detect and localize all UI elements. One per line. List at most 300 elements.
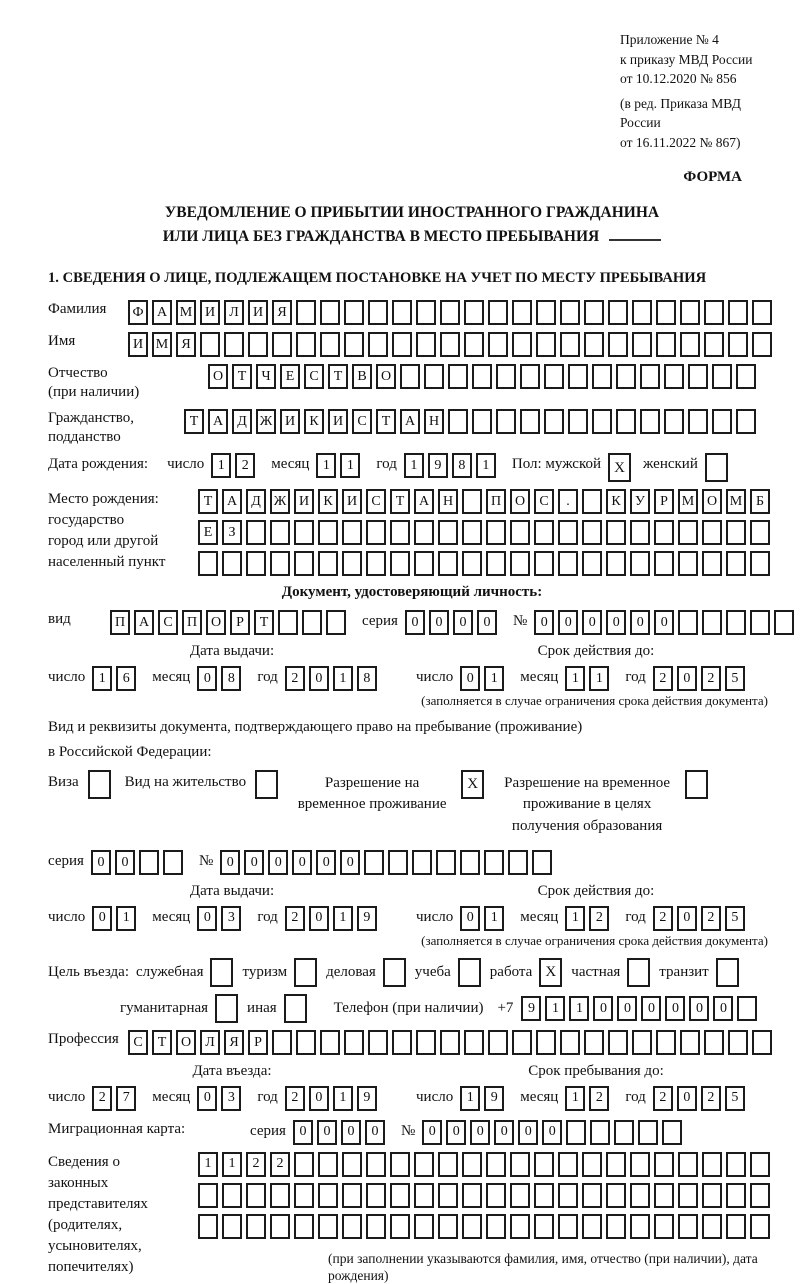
- char-box[interactable]: И: [128, 332, 148, 357]
- doc-kind-boxes[interactable]: [110, 610, 350, 635]
- char-box[interactable]: М: [678, 489, 698, 514]
- char-box[interactable]: [520, 409, 540, 434]
- char-box[interactable]: Т: [254, 610, 274, 635]
- char-box[interactable]: [774, 610, 794, 635]
- char-box[interactable]: [294, 551, 314, 576]
- entry-year-boxes[interactable]: [285, 1086, 381, 1111]
- char-box[interactable]: [462, 1152, 482, 1177]
- char-box[interactable]: 0: [558, 610, 578, 635]
- char-box[interactable]: 3: [221, 906, 241, 931]
- char-box[interactable]: К: [318, 489, 338, 514]
- char-box[interactable]: 0: [606, 610, 626, 635]
- char-box[interactable]: [414, 1214, 434, 1239]
- char-box[interactable]: [344, 332, 364, 357]
- char-box[interactable]: 8: [357, 666, 377, 691]
- stay-month-boxes[interactable]: [565, 1086, 613, 1111]
- char-box[interactable]: 2: [701, 666, 721, 691]
- char-box[interactable]: [270, 551, 290, 576]
- char-box[interactable]: А: [414, 489, 434, 514]
- char-box[interactable]: [726, 1152, 746, 1177]
- char-box[interactable]: 0: [341, 1120, 361, 1145]
- char-box[interactable]: [318, 520, 338, 545]
- char-box[interactable]: [592, 409, 612, 434]
- char-box[interactable]: А: [400, 409, 420, 434]
- char-box[interactable]: И: [294, 489, 314, 514]
- char-box[interactable]: [560, 332, 580, 357]
- char-box[interactable]: [464, 300, 484, 325]
- char-box[interactable]: А: [152, 300, 172, 325]
- char-box[interactable]: [558, 551, 578, 576]
- char-box[interactable]: [752, 332, 772, 357]
- char-box[interactable]: 7: [116, 1086, 136, 1111]
- representatives-boxes-row3[interactable]: [198, 1214, 776, 1239]
- char-box[interactable]: 0: [677, 666, 697, 691]
- char-box[interactable]: [510, 1183, 530, 1208]
- char-box[interactable]: 0: [470, 1120, 490, 1145]
- res-valid-year-boxes[interactable]: [653, 906, 749, 931]
- char-box[interactable]: [342, 1152, 362, 1177]
- char-box[interactable]: 0: [220, 850, 240, 875]
- char-box[interactable]: [702, 610, 722, 635]
- char-box[interactable]: Ч: [256, 364, 276, 389]
- char-box[interactable]: П: [486, 489, 506, 514]
- char-box[interactable]: И: [248, 300, 268, 325]
- char-box[interactable]: [584, 1030, 604, 1055]
- char-box[interactable]: [608, 300, 628, 325]
- char-box[interactable]: [702, 551, 722, 576]
- char-box[interactable]: [414, 551, 434, 576]
- char-box[interactable]: [616, 409, 636, 434]
- char-box[interactable]: 1: [222, 1152, 242, 1177]
- char-box[interactable]: [544, 409, 564, 434]
- char-box[interactable]: [568, 409, 588, 434]
- char-box[interactable]: [460, 850, 480, 875]
- char-box[interactable]: 1: [476, 453, 496, 478]
- char-box[interactable]: 1: [333, 906, 353, 931]
- char-box[interactable]: [532, 850, 552, 875]
- char-box[interactable]: Т: [390, 489, 410, 514]
- residence-series-boxes[interactable]: [91, 850, 187, 875]
- char-box[interactable]: [510, 551, 530, 576]
- char-box[interactable]: [496, 409, 516, 434]
- char-box[interactable]: [560, 300, 580, 325]
- char-box[interactable]: [344, 1030, 364, 1055]
- char-box[interactable]: [704, 300, 724, 325]
- char-box[interactable]: [582, 551, 602, 576]
- char-box[interactable]: [366, 1152, 386, 1177]
- char-box[interactable]: [582, 1183, 602, 1208]
- char-box[interactable]: [664, 409, 684, 434]
- char-box[interactable]: 5: [725, 1086, 745, 1111]
- char-box[interactable]: [656, 332, 676, 357]
- char-box[interactable]: [390, 520, 410, 545]
- temp-residence-checkbox[interactable]: X: [461, 770, 484, 799]
- char-box[interactable]: И: [342, 489, 362, 514]
- char-box[interactable]: П: [110, 610, 130, 635]
- char-box[interactable]: О: [702, 489, 722, 514]
- char-box[interactable]: [520, 364, 540, 389]
- char-box[interactable]: [678, 551, 698, 576]
- patronymic-boxes[interactable]: [208, 364, 760, 389]
- migration-series-boxes[interactable]: [293, 1120, 389, 1145]
- char-box[interactable]: И: [280, 409, 300, 434]
- char-box[interactable]: [344, 300, 364, 325]
- char-box[interactable]: 1: [211, 453, 231, 478]
- char-box[interactable]: 0: [197, 1086, 217, 1111]
- temp-residence-edu-checkbox[interactable]: [685, 770, 708, 799]
- char-box[interactable]: [390, 1152, 410, 1177]
- char-box[interactable]: 9: [357, 1086, 377, 1111]
- char-box[interactable]: [464, 1030, 484, 1055]
- char-box[interactable]: [320, 300, 340, 325]
- res-valid-day-boxes[interactable]: [460, 906, 508, 931]
- char-box[interactable]: [702, 1214, 722, 1239]
- char-box[interactable]: [486, 520, 506, 545]
- char-box[interactable]: [366, 1183, 386, 1208]
- char-box[interactable]: С: [158, 610, 178, 635]
- char-box[interactable]: 0: [429, 610, 449, 635]
- char-box[interactable]: 0: [630, 610, 650, 635]
- char-box[interactable]: [736, 364, 756, 389]
- char-box[interactable]: [414, 1152, 434, 1177]
- char-box[interactable]: [326, 610, 346, 635]
- char-box[interactable]: [702, 1152, 722, 1177]
- char-box[interactable]: [536, 300, 556, 325]
- char-box[interactable]: [560, 1030, 580, 1055]
- char-box[interactable]: [536, 1030, 556, 1055]
- char-box[interactable]: 8: [221, 666, 241, 691]
- char-box[interactable]: Т: [198, 489, 218, 514]
- char-box[interactable]: 9: [357, 906, 377, 931]
- char-box[interactable]: 0: [534, 610, 554, 635]
- char-box[interactable]: [630, 1183, 650, 1208]
- char-box[interactable]: [678, 610, 698, 635]
- char-box[interactable]: Я: [272, 300, 292, 325]
- purpose-official-checkbox[interactable]: [210, 958, 233, 987]
- char-box[interactable]: [270, 1183, 290, 1208]
- char-box[interactable]: [296, 1030, 316, 1055]
- char-box[interactable]: [438, 551, 458, 576]
- char-box[interactable]: [662, 1120, 682, 1145]
- char-box[interactable]: К: [304, 409, 324, 434]
- char-box[interactable]: Т: [376, 409, 396, 434]
- char-box[interactable]: [606, 1214, 626, 1239]
- char-box[interactable]: [392, 1030, 412, 1055]
- char-box[interactable]: [488, 1030, 508, 1055]
- valid-day-boxes[interactable]: [460, 666, 508, 691]
- char-box[interactable]: [416, 332, 436, 357]
- char-box[interactable]: [390, 551, 410, 576]
- char-box[interactable]: 0: [91, 850, 111, 875]
- char-box[interactable]: 2: [246, 1152, 266, 1177]
- char-box[interactable]: [366, 551, 386, 576]
- char-box[interactable]: 1: [569, 996, 589, 1021]
- char-box[interactable]: 0: [316, 850, 336, 875]
- char-box[interactable]: [486, 551, 506, 576]
- char-box[interactable]: С: [534, 489, 554, 514]
- stay-day-boxes[interactable]: [460, 1086, 508, 1111]
- char-box[interactable]: [584, 332, 604, 357]
- char-box[interactable]: Д: [246, 489, 266, 514]
- char-box[interactable]: [656, 1030, 676, 1055]
- char-box[interactable]: [246, 520, 266, 545]
- residence-number-boxes[interactable]: [220, 850, 556, 875]
- char-box[interactable]: [680, 332, 700, 357]
- char-box[interactable]: [486, 1214, 506, 1239]
- char-box[interactable]: Т: [184, 409, 204, 434]
- char-box[interactable]: 1: [92, 666, 112, 691]
- char-box[interactable]: [272, 1030, 292, 1055]
- char-box[interactable]: [534, 551, 554, 576]
- char-box[interactable]: 9: [521, 996, 541, 1021]
- char-box[interactable]: [566, 1120, 586, 1145]
- sex-female-checkbox[interactable]: [705, 453, 728, 482]
- visa-checkbox[interactable]: [88, 770, 111, 799]
- char-box[interactable]: [736, 409, 756, 434]
- char-box[interactable]: [488, 300, 508, 325]
- char-box[interactable]: [366, 1214, 386, 1239]
- char-box[interactable]: [438, 520, 458, 545]
- char-box[interactable]: [222, 551, 242, 576]
- char-box[interactable]: [414, 520, 434, 545]
- char-box[interactable]: [462, 1183, 482, 1208]
- char-box[interactable]: [438, 1214, 458, 1239]
- doc-series-boxes[interactable]: [405, 610, 501, 635]
- purpose-work-checkbox[interactable]: X: [539, 958, 562, 987]
- char-box[interactable]: [438, 1152, 458, 1177]
- char-box[interactable]: [750, 1183, 770, 1208]
- char-box[interactable]: 0: [446, 1120, 466, 1145]
- char-box[interactable]: 9: [484, 1086, 504, 1111]
- char-box[interactable]: М: [152, 332, 172, 357]
- char-box[interactable]: Т: [232, 364, 252, 389]
- char-box[interactable]: [222, 1214, 242, 1239]
- issue-day-boxes[interactable]: [92, 666, 140, 691]
- char-box[interactable]: [712, 409, 732, 434]
- birth-month-boxes[interactable]: [316, 453, 364, 478]
- char-box[interactable]: [534, 520, 554, 545]
- char-box[interactable]: [436, 850, 456, 875]
- char-box[interactable]: [592, 364, 612, 389]
- char-box[interactable]: О: [176, 1030, 196, 1055]
- char-box[interactable]: 0: [689, 996, 709, 1021]
- char-box[interactable]: О: [510, 489, 530, 514]
- char-box[interactable]: 1: [484, 666, 504, 691]
- representatives-boxes-row2[interactable]: [198, 1183, 776, 1208]
- char-box[interactable]: [614, 1120, 634, 1145]
- char-box[interactable]: [342, 1183, 362, 1208]
- char-box[interactable]: Л: [224, 300, 244, 325]
- char-box[interactable]: 1: [316, 453, 336, 478]
- char-box[interactable]: [368, 300, 388, 325]
- char-box[interactable]: 1: [333, 666, 353, 691]
- char-box[interactable]: 0: [293, 1120, 313, 1145]
- char-box[interactable]: 2: [653, 1086, 673, 1111]
- char-box[interactable]: Л: [200, 1030, 220, 1055]
- purpose-other-checkbox[interactable]: [284, 994, 307, 1023]
- char-box[interactable]: 0: [453, 610, 473, 635]
- char-box[interactable]: [462, 489, 482, 514]
- char-box[interactable]: 0: [518, 1120, 538, 1145]
- firstname-boxes[interactable]: [128, 332, 776, 357]
- char-box[interactable]: [606, 1183, 626, 1208]
- char-box[interactable]: [512, 300, 532, 325]
- char-box[interactable]: 0: [582, 610, 602, 635]
- char-box[interactable]: И: [328, 409, 348, 434]
- char-box[interactable]: [558, 1183, 578, 1208]
- char-box[interactable]: Т: [152, 1030, 172, 1055]
- char-box[interactable]: [486, 1183, 506, 1208]
- char-box[interactable]: [630, 1152, 650, 1177]
- char-box[interactable]: [510, 520, 530, 545]
- char-box[interactable]: 1: [333, 1086, 353, 1111]
- char-box[interactable]: [200, 332, 220, 357]
- char-box[interactable]: [510, 1152, 530, 1177]
- char-box[interactable]: 1: [589, 666, 609, 691]
- char-box[interactable]: Т: [328, 364, 348, 389]
- char-box[interactable]: [726, 1183, 746, 1208]
- char-box[interactable]: 1: [565, 666, 585, 691]
- char-box[interactable]: [416, 300, 436, 325]
- char-box[interactable]: [272, 332, 292, 357]
- char-box[interactable]: [246, 1214, 266, 1239]
- char-box[interactable]: [472, 364, 492, 389]
- char-box[interactable]: 2: [701, 1086, 721, 1111]
- char-box[interactable]: 0: [197, 666, 217, 691]
- char-box[interactable]: 0: [309, 666, 329, 691]
- char-box[interactable]: 1: [460, 1086, 480, 1111]
- char-box[interactable]: 0: [309, 1086, 329, 1111]
- char-box[interactable]: [632, 1030, 652, 1055]
- char-box[interactable]: [654, 520, 674, 545]
- char-box[interactable]: [438, 1183, 458, 1208]
- char-box[interactable]: 1: [565, 906, 585, 931]
- char-box[interactable]: 0: [617, 996, 637, 1021]
- char-box[interactable]: [342, 520, 362, 545]
- char-box[interactable]: Я: [224, 1030, 244, 1055]
- char-box[interactable]: 5: [725, 906, 745, 931]
- char-box[interactable]: [726, 610, 746, 635]
- char-box[interactable]: [702, 520, 722, 545]
- char-box[interactable]: 0: [460, 666, 480, 691]
- char-box[interactable]: 1: [565, 1086, 585, 1111]
- char-box[interactable]: [750, 520, 770, 545]
- char-box[interactable]: 1: [404, 453, 424, 478]
- char-box[interactable]: 2: [653, 906, 673, 931]
- char-box[interactable]: [296, 332, 316, 357]
- char-box[interactable]: [198, 1183, 218, 1208]
- stay-year-boxes[interactable]: [653, 1086, 749, 1111]
- char-box[interactable]: Е: [280, 364, 300, 389]
- char-box[interactable]: [248, 332, 268, 357]
- char-box[interactable]: [342, 551, 362, 576]
- char-box[interactable]: [704, 1030, 724, 1055]
- char-box[interactable]: 0: [593, 996, 613, 1021]
- char-box[interactable]: 8: [452, 453, 472, 478]
- char-box[interactable]: [737, 996, 757, 1021]
- char-box[interactable]: [512, 332, 532, 357]
- char-box[interactable]: 0: [677, 1086, 697, 1111]
- birth-place-boxes-row1[interactable]: [198, 489, 774, 514]
- char-box[interactable]: [512, 1030, 532, 1055]
- char-box[interactable]: 1: [545, 996, 565, 1021]
- char-box[interactable]: 2: [653, 666, 673, 691]
- char-box[interactable]: О: [206, 610, 226, 635]
- char-box[interactable]: [654, 551, 674, 576]
- char-box[interactable]: [534, 1183, 554, 1208]
- purpose-study-checkbox[interactable]: [458, 958, 481, 987]
- char-box[interactable]: [654, 1183, 674, 1208]
- char-box[interactable]: [702, 1183, 722, 1208]
- char-box[interactable]: [606, 520, 626, 545]
- res-valid-month-boxes[interactable]: [565, 906, 613, 931]
- char-box[interactable]: [606, 551, 626, 576]
- valid-month-boxes[interactable]: [565, 666, 613, 691]
- char-box[interactable]: 2: [589, 906, 609, 931]
- char-box[interactable]: [484, 850, 504, 875]
- char-box[interactable]: [224, 332, 244, 357]
- char-box[interactable]: [472, 409, 492, 434]
- char-box[interactable]: [638, 1120, 658, 1145]
- char-box[interactable]: [390, 1183, 410, 1208]
- char-box[interactable]: [750, 551, 770, 576]
- birth-place-boxes-row3[interactable]: [198, 551, 774, 576]
- char-box[interactable]: [680, 1030, 700, 1055]
- char-box[interactable]: Н: [438, 489, 458, 514]
- char-box[interactable]: [462, 1214, 482, 1239]
- char-box[interactable]: [726, 1214, 746, 1239]
- char-box[interactable]: 0: [713, 996, 733, 1021]
- char-box[interactable]: [750, 610, 770, 635]
- char-box[interactable]: [366, 520, 386, 545]
- purpose-transit-checkbox[interactable]: [716, 958, 739, 987]
- char-box[interactable]: [342, 1214, 362, 1239]
- char-box[interactable]: [390, 1214, 410, 1239]
- char-box[interactable]: 0: [422, 1120, 442, 1145]
- char-box[interactable]: 5: [725, 666, 745, 691]
- char-box[interactable]: [320, 1030, 340, 1055]
- char-box[interactable]: [726, 520, 746, 545]
- char-box[interactable]: К: [606, 489, 626, 514]
- char-box[interactable]: 1: [340, 453, 360, 478]
- char-box[interactable]: [654, 1152, 674, 1177]
- char-box[interactable]: С: [304, 364, 324, 389]
- char-box[interactable]: [712, 364, 732, 389]
- char-box[interactable]: [508, 850, 528, 875]
- migration-number-boxes[interactable]: [422, 1120, 686, 1145]
- issue-year-boxes[interactable]: [285, 666, 381, 691]
- char-box[interactable]: [630, 1214, 650, 1239]
- char-box[interactable]: [198, 551, 218, 576]
- char-box[interactable]: [558, 1152, 578, 1177]
- char-box[interactable]: [246, 551, 266, 576]
- char-box[interactable]: Б: [750, 489, 770, 514]
- char-box[interactable]: [728, 300, 748, 325]
- char-box[interactable]: 2: [285, 1086, 305, 1111]
- char-box[interactable]: [392, 332, 412, 357]
- char-box[interactable]: В: [352, 364, 372, 389]
- purpose-business-checkbox[interactable]: [383, 958, 406, 987]
- char-box[interactable]: [464, 332, 484, 357]
- char-box[interactable]: 0: [268, 850, 288, 875]
- char-box[interactable]: [704, 332, 724, 357]
- doc-number-boxes[interactable]: [534, 610, 798, 635]
- char-box[interactable]: 1: [198, 1152, 218, 1177]
- purpose-humanitarian-checkbox[interactable]: [215, 994, 238, 1023]
- char-box[interactable]: [488, 332, 508, 357]
- res-issue-month-boxes[interactable]: [197, 906, 245, 931]
- issue-month-boxes[interactable]: [197, 666, 245, 691]
